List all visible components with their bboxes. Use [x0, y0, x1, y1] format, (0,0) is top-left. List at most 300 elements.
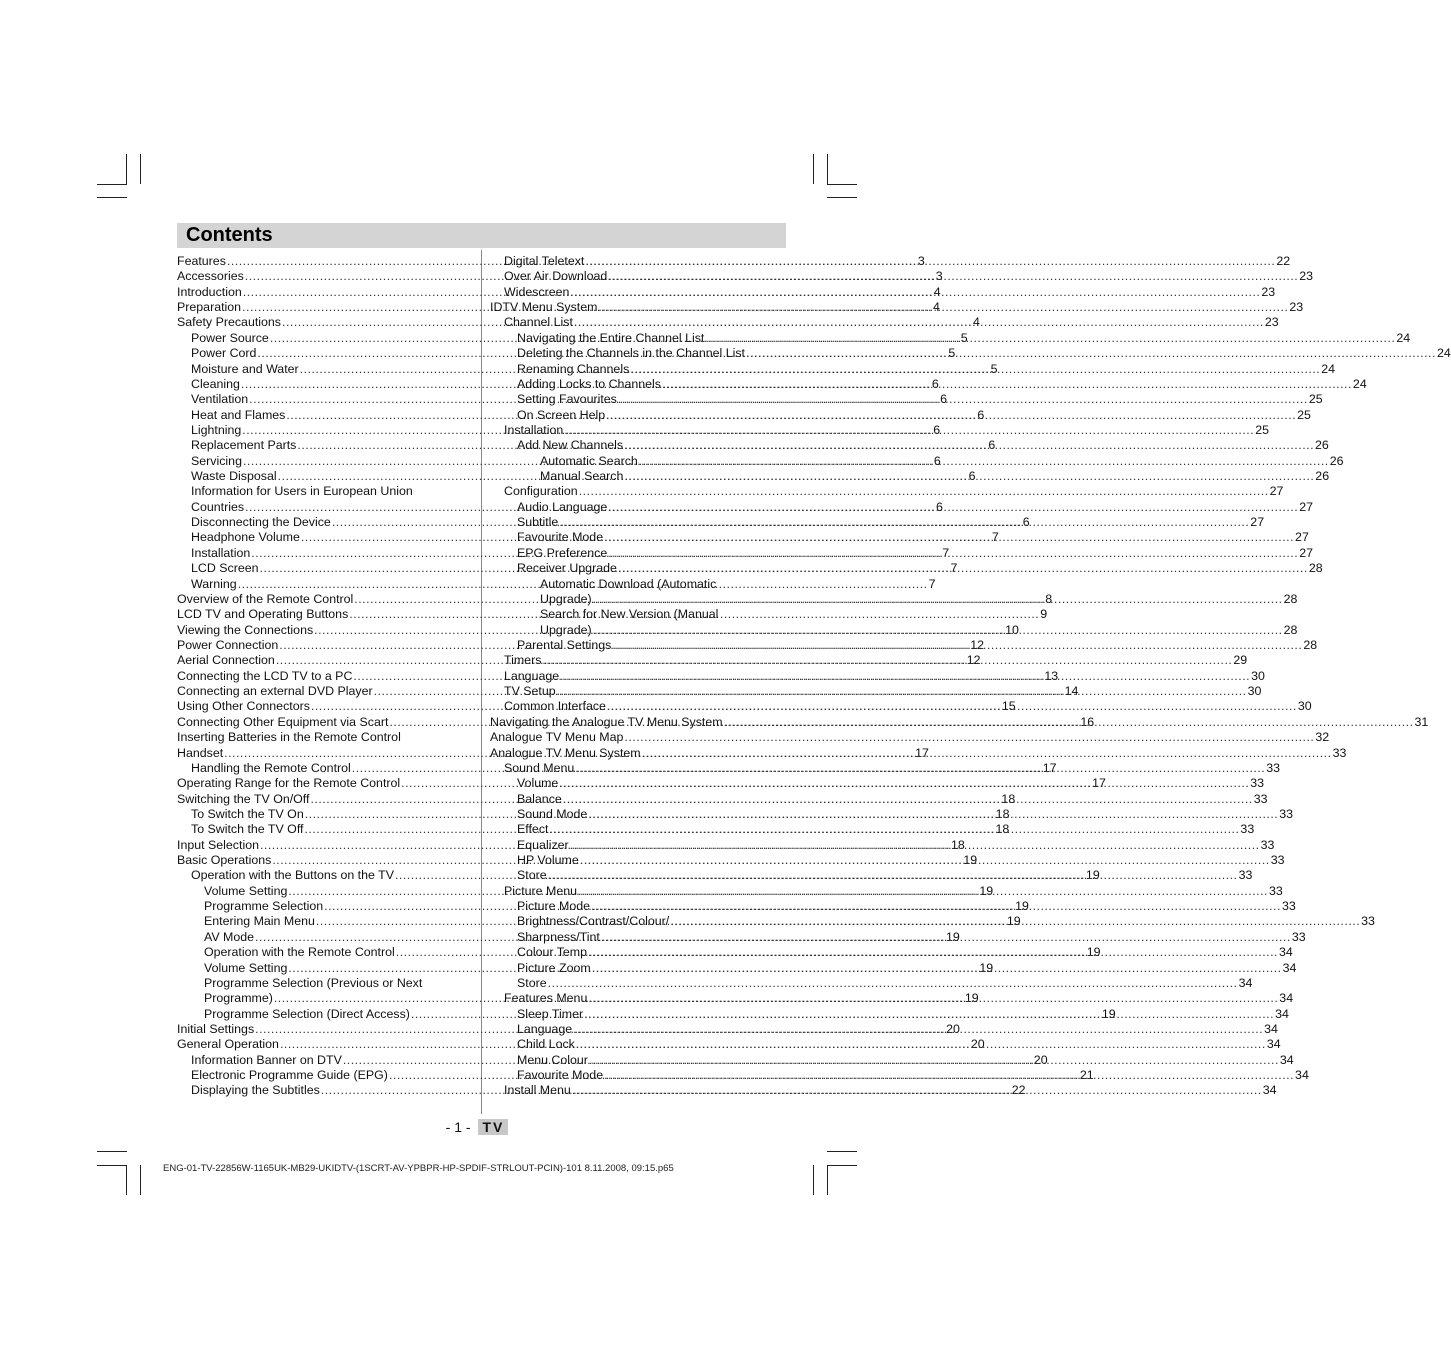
toc-entry-page: 6 — [1022, 515, 1030, 530]
toc-entry[interactable] — [490, 730, 1330, 745]
toc-entry-page: 24 — [1321, 361, 1336, 376]
toc-entry-title: Input Selection — [177, 837, 259, 852]
toc-entry-title: Connecting the LCD TV to a PC — [177, 668, 353, 683]
toc-entry-title: Over Air Download — [504, 269, 608, 284]
dot-leader — [670, 914, 1360, 929]
toc-entry-title: Parental Settings — [517, 637, 612, 652]
toc-entry-page: 3 — [917, 254, 925, 268]
toc-entry-title: Language — [504, 668, 560, 683]
dot-leader — [624, 469, 1314, 484]
toc-entry-title: HP Volume — [517, 853, 579, 868]
toc-entry[interactable] — [490, 515, 1265, 530]
toc-entry[interactable] — [490, 300, 1304, 315]
dot-leader — [607, 699, 1297, 714]
toc-entry[interactable] — [490, 545, 1313, 561]
crop-mark — [827, 197, 857, 198]
dot-leader — [576, 1037, 1266, 1052]
toc-entry-title: Ventilation — [191, 392, 249, 407]
toc-entry-title: Programme) — [204, 991, 273, 1006]
toc-entry-page: 30 — [1251, 668, 1265, 683]
toc-entry-title: Waste Disposal — [191, 469, 277, 484]
toc-entry-title: Renaming Channels — [517, 361, 630, 376]
toc-entry-page: 33 — [1238, 868, 1253, 883]
toc-entry-title: Viewing the Connections — [177, 622, 314, 637]
toc-entry-page: 24 — [1396, 330, 1411, 345]
toc-entry-page: 6 — [968, 469, 976, 484]
crop-mark — [126, 1165, 127, 1195]
dot-leader — [624, 730, 1314, 745]
toc-entry-page: 34 — [1295, 1068, 1309, 1083]
toc-entry-page: 4 — [933, 300, 940, 315]
toc-entry-title: Receiver Upgrade — [517, 561, 617, 576]
file-info: ENG-01-TV-22856W-1165UK-MB29-UKIDTV-(1SCRT-AV-YPBPR-HP-SPDIF-STRLOUT-PCIN)-101 8.11.2008, 09:15.p65 — [163, 1163, 674, 1174]
dot-leader — [570, 838, 1260, 853]
toc-entry-page: 19 — [1101, 1006, 1116, 1021]
crop-mark — [813, 154, 814, 184]
toc-entry-title: Using Other Connectors — [177, 699, 310, 714]
toc-entry-title: Widescreen — [504, 284, 570, 299]
toc-entry-title: Favourite Mode — [517, 530, 604, 545]
toc-entry-title: Automatic Download (Automatic — [540, 576, 717, 591]
toc-entry-page: 33 — [1240, 822, 1255, 837]
toc-entry-page: 34 — [1279, 1052, 1294, 1067]
toc-entry[interactable] — [490, 315, 1279, 330]
toc-entry-title: Store — [517, 868, 547, 883]
toc-entry-title: Introduction — [177, 284, 242, 299]
toc-entry-title: To Switch the TV On — [191, 806, 304, 821]
toc-entry[interactable] — [490, 346, 1451, 361]
dot-leader — [542, 653, 1232, 668]
toc-entry-page: 19 — [1086, 945, 1101, 960]
toc-entry-title: Child Lock — [517, 1037, 575, 1052]
dot-leader — [604, 1068, 1294, 1083]
dot-leader — [606, 408, 1296, 423]
toc-entry-page: 33 — [1279, 806, 1294, 821]
toc-entry-page: 33 — [1260, 837, 1275, 852]
toc-entry[interactable] — [490, 530, 1309, 545]
toc-entry-title: Operation with the Buttons on the TV — [191, 868, 394, 883]
dot-leader — [557, 684, 1247, 699]
toc-entry-page: 17 — [1042, 760, 1057, 775]
crop-mark — [813, 1165, 814, 1195]
toc-entry-page: 33 — [1291, 929, 1306, 944]
toc-entry-title: Operating Range for the Remote Control — [177, 776, 401, 791]
dot-leader — [572, 1083, 1262, 1098]
dot-leader — [618, 561, 1308, 576]
toc-entry-page: 19 — [946, 929, 960, 944]
contents-title-bar — [177, 223, 786, 248]
toc-entry-title: Power Cord — [191, 346, 257, 361]
toc-entry-title: Colour Temp — [517, 945, 588, 960]
toc-entry-page: 28 — [1283, 622, 1298, 637]
dot-leader — [591, 899, 1281, 914]
toc-entry[interactable] — [490, 361, 1336, 377]
toc-entry-title: Upgrade) — [540, 591, 592, 606]
toc-entry-title: TV Setup — [504, 684, 556, 699]
toc-entry-page: 33 — [1361, 914, 1375, 929]
dot-leader — [705, 331, 1395, 346]
toc-entry-page: 28 — [1308, 561, 1323, 576]
dot-leader — [604, 530, 1294, 545]
toc-entry-page: 20 — [946, 1021, 960, 1036]
toc-entry[interactable] — [490, 407, 1311, 423]
toc-entry-page: 18 — [950, 837, 965, 852]
toc-entry-page: 6 — [935, 499, 943, 514]
toc-entry-title: Analogue TV Menu System — [490, 745, 641, 760]
dot-leader — [560, 669, 1250, 684]
toc-entry-page: 18 — [995, 822, 1010, 837]
toc-entry-title: Programme Selection (Previous or Next — [204, 975, 423, 990]
dot-leader — [608, 269, 1298, 284]
dot-leader — [662, 377, 1352, 392]
toc-entry-page: 7 — [950, 561, 958, 576]
toc-entry-title: Menu Colour — [517, 1052, 588, 1067]
toc-entry-page: 33 — [1332, 745, 1347, 760]
toc-entry[interactable] — [490, 469, 1330, 484]
dot-leader — [563, 792, 1253, 807]
toc-entry-title: Volume — [517, 776, 559, 791]
toc-entry-title: Features — [177, 254, 226, 268]
crop-mark — [827, 184, 857, 185]
toc-entry-title: Equalizer — [517, 837, 569, 852]
toc-entry-title: Configuration — [504, 484, 578, 499]
toc-entry-title: Overview of the Remote Control — [177, 591, 354, 606]
toc-entry-page: 12 — [966, 653, 981, 668]
toc-entry-title: Store — [517, 975, 547, 990]
toc-entry-page: 32 — [1315, 730, 1330, 745]
dot-leader — [588, 807, 1278, 822]
dot-leader — [608, 500, 1298, 515]
toc-entry-page: 7 — [928, 576, 936, 591]
toc-entry-page: 19 — [979, 883, 994, 898]
toc-entry-page: 8 — [1045, 591, 1053, 606]
toc-entry-title: Add New Channels — [517, 438, 624, 453]
toc-entry-page: 3 — [935, 269, 943, 284]
toc-entry-title: Displaying the Subtitles — [191, 1083, 320, 1098]
toc-entry-title: Electronic Programme Guide (EPG) — [191, 1068, 388, 1083]
toc-entry-page: 13 — [1044, 668, 1059, 683]
dot-leader — [598, 300, 1288, 315]
toc-entry-title: Volume Setting — [204, 960, 288, 975]
crop-mark — [97, 1151, 127, 1152]
toc-entry-title: Moisture and Water — [191, 361, 299, 376]
dot-leader — [618, 392, 1308, 407]
toc-entry-title: Sharpness/Tint — [517, 929, 600, 944]
toc-entry[interactable] — [177, 976, 472, 991]
toc-entry-page: 23 — [1299, 269, 1314, 284]
toc-entry-page: 29 — [1233, 653, 1248, 668]
toc-entry-page: 7 — [991, 530, 999, 545]
dot-leader — [570, 285, 1260, 300]
toc-entry-page: 24 — [1436, 346, 1451, 361]
dot-leader — [579, 484, 1269, 499]
toc-entry-title: Analogue TV Menu Map — [490, 730, 624, 745]
toc-entry-page: 6 — [933, 422, 941, 437]
toc-entry-page: 26 — [1315, 438, 1329, 453]
toc-entry-page: 18 — [1001, 791, 1016, 806]
toc-entry-page: 27 — [1299, 545, 1313, 560]
toc-entry-title: Picture Mode — [517, 899, 591, 914]
toc-entry[interactable] — [490, 254, 1291, 269]
toc-entry-page: 27 — [1299, 499, 1314, 514]
toc-entry-title: Deleting the Channels in the Channel List — [517, 346, 745, 361]
toc-entry-title: Language — [517, 1021, 573, 1036]
page-number: - 1 - — [445, 1119, 471, 1135]
toc-entry-page: 12 — [970, 637, 984, 652]
toc-entry-title: Servicing — [191, 453, 242, 468]
crop-mark — [97, 1165, 127, 1166]
toc-entry-title: Programme Selection — [204, 899, 324, 914]
toc-entry-title: Operation with the Remote Control — [204, 945, 395, 960]
toc-entry[interactable] — [490, 422, 1269, 438]
toc-entry-title: Switching the TV On/Off — [177, 791, 310, 806]
toc-entry-page: 9 — [1040, 607, 1048, 622]
toc-entry-page: 27 — [1250, 515, 1265, 530]
toc-entry-title: Subtitle — [517, 515, 559, 530]
toc-entry[interactable] — [490, 438, 1329, 453]
toc-entry-page: 6 — [977, 407, 985, 422]
toc-entry-title: Setting Favourites — [517, 392, 617, 407]
crop-mark — [827, 1165, 857, 1166]
toc-entry-title: To Switch the TV Off — [191, 822, 304, 837]
toc-entry-title: Headphone Volume — [191, 530, 300, 545]
toc-entry[interactable] — [490, 284, 1276, 300]
crop-mark — [827, 154, 828, 184]
toc-entry[interactable] — [490, 975, 1253, 991]
dot-leader — [548, 976, 1238, 991]
toc-entry-title: Adding Locks to Channels — [517, 376, 661, 391]
toc-entry-page: 22 — [1011, 1083, 1026, 1098]
dot-leader — [584, 1007, 1274, 1022]
toc-entry-title: AV Mode — [204, 929, 255, 944]
toc-entry-page: 24 — [1352, 376, 1367, 391]
toc-entry-page: 19 — [964, 991, 979, 1006]
toc-entry-title: Replacement Parts — [191, 438, 297, 453]
toc-entry-title: IDTV Menu System — [490, 300, 598, 315]
toc-entry-title: Basic Operations — [177, 853, 272, 868]
toc-entry-page: 33 — [1281, 899, 1296, 914]
toc-entry-title: Picture Menu — [504, 883, 578, 898]
toc-entry[interactable] — [177, 484, 472, 499]
toc-entry-title: LCD Screen — [191, 561, 259, 576]
toc-entry-title: Install Menu — [504, 1083, 571, 1098]
toc-entry[interactable] — [490, 484, 1284, 499]
dot-leader — [624, 438, 1314, 453]
toc-entry-title: Countries — [191, 499, 245, 514]
toc-entry-page: 5 — [948, 346, 956, 361]
toc-entry-title: LCD TV and Operating Buttons — [177, 607, 349, 622]
toc-entry-title: Connecting an external DVD Player — [177, 684, 373, 699]
toc-entry[interactable] — [490, 392, 1323, 407]
toc-entry-page: 33 — [1268, 883, 1283, 898]
toc-entry-page: 6 — [988, 438, 996, 453]
toc-entry-page: 17 — [915, 745, 929, 760]
dot-leader — [574, 315, 1264, 330]
dot-leader — [589, 1053, 1279, 1068]
dot-leader — [575, 761, 1265, 776]
toc-entry-page: 33 — [1250, 776, 1265, 791]
toc-entry-page: 20 — [1033, 1052, 1048, 1067]
toc-entry-page: 28 — [1283, 591, 1298, 606]
toc-entry-title: Navigating the Entire Channel List — [517, 330, 705, 345]
toc-entry-page: 4 — [933, 284, 941, 299]
toc-entry-title: Brightness/Contrast/Colour/ — [517, 914, 670, 929]
toc-entry-page: 4 — [972, 315, 980, 330]
toc-entry-page: 21 — [1079, 1068, 1094, 1083]
toc-entry[interactable] — [490, 591, 1298, 607]
toc-entry-title: Installation — [191, 545, 251, 560]
dot-leader — [580, 853, 1270, 868]
toc-entry-title: On Screen Help — [517, 407, 606, 422]
toc-entry-page: 25 — [1308, 392, 1323, 407]
toc-entry-page: 22 — [1276, 254, 1291, 268]
toc-entry[interactable] — [490, 607, 785, 622]
toc-entry-title: Manual Search — [540, 469, 624, 484]
dot-leader — [564, 423, 1254, 438]
toc-entry-title: Favourite Mode — [517, 1068, 604, 1083]
toc-entry-page: 23 — [1261, 284, 1276, 299]
toc-entry-title: Installation — [504, 422, 564, 437]
toc-entry-page: 14 — [1064, 684, 1079, 699]
dot-leader — [573, 1022, 1263, 1037]
toc-entry-title: EPG Preference — [517, 545, 608, 560]
toc-entry-title: Sleep Timer — [517, 1006, 584, 1021]
toc-entry-title: Upgrade) — [540, 622, 592, 637]
toc-entry-page: 30 — [1247, 684, 1262, 699]
toc-entry-title: Handling the Remote Control — [191, 760, 351, 775]
toc-entry-page: 16 — [1080, 714, 1095, 729]
toc-entry-page: 18 — [995, 806, 1010, 821]
toc-entry-title: Common Interface — [504, 699, 606, 714]
toc-entry-title: Power Source — [191, 330, 269, 345]
toc-entry-title: Search for New Version (Manual — [540, 607, 719, 622]
toc-entry[interactable] — [177, 730, 472, 745]
toc-entry-title: Lightning — [191, 422, 242, 437]
dot-leader — [593, 592, 1283, 607]
toc-entry-title: Information Banner on DTV — [191, 1052, 342, 1067]
toc-entry[interactable] — [490, 330, 1411, 346]
toc-entry-page: 20 — [970, 1037, 985, 1052]
toc-entry-title: Digital Teletext — [504, 254, 585, 268]
dot-leader — [593, 623, 1283, 638]
toc-entry-page: 19 — [1015, 899, 1029, 914]
crop-mark — [140, 154, 141, 184]
toc-entry-page: 26 — [1329, 453, 1344, 468]
crop-mark — [97, 197, 127, 198]
dot-leader — [612, 638, 1302, 653]
dot-leader — [746, 346, 1436, 361]
toc-entry-title: Disconnecting the Device — [191, 515, 331, 530]
toc-entry-page: 6 — [931, 376, 939, 391]
toc-entry[interactable] — [490, 577, 785, 592]
crop-mark — [140, 1165, 141, 1195]
dot-leader — [588, 991, 1278, 1006]
toc-entry-page: 10 — [1005, 622, 1019, 637]
dot-leader — [608, 546, 1298, 561]
toc-entry-page: 23 — [1264, 315, 1279, 330]
dot-leader — [724, 715, 1414, 730]
toc-entry-page: 34 — [1275, 1006, 1289, 1021]
toc-entry-title: Effect — [517, 822, 549, 837]
dot-leader — [578, 884, 1268, 899]
toc-entry[interactable] — [490, 269, 1314, 284]
toc-entry-page: 34 — [1238, 975, 1253, 990]
toc-entry-page: 5 — [960, 330, 968, 345]
toc-entry-page: 19 — [963, 853, 978, 868]
toc-entry-title: Preparation — [177, 300, 242, 315]
dot-leader — [548, 868, 1238, 883]
dot-leader — [549, 822, 1239, 837]
toc-entry-title: Information for Users in European Union — [191, 484, 413, 499]
section-badge: TV — [478, 1119, 508, 1135]
toc-entry-title: Warning — [191, 576, 237, 591]
dot-leader — [559, 515, 1249, 530]
toc-entry[interactable] — [490, 453, 1344, 469]
toc-entry[interactable] — [490, 499, 1314, 515]
toc-entry-page: 34 — [1279, 991, 1294, 1006]
toc-entry-title: Audio Language — [517, 499, 608, 514]
dot-leader — [592, 961, 1282, 976]
toc-entry-page: 33 — [1253, 791, 1268, 806]
crop-mark — [97, 184, 127, 185]
crop-mark — [827, 1151, 857, 1152]
toc-entry-page: 15 — [1001, 699, 1016, 714]
toc-entry-page: 31 — [1414, 714, 1429, 729]
toc-entry-page: 17 — [1092, 776, 1106, 791]
toc-entry-title: Initial Settings — [177, 1021, 255, 1036]
toc-entry-title: Navigating the Analogue TV Menu System — [490, 714, 723, 729]
toc-entry-page: 33 — [1266, 760, 1281, 775]
toc-entry[interactable] — [490, 376, 1367, 392]
toc-entry-page: 34 — [1282, 960, 1297, 975]
crop-mark — [827, 1165, 828, 1195]
toc-entry-page: 25 — [1255, 422, 1269, 437]
toc-entry-title: Balance — [517, 791, 562, 806]
toc-entry-title: Features Menu — [504, 991, 588, 1006]
toc-entry-page: 34 — [1266, 1037, 1281, 1052]
toc-entry-page: 6 — [940, 392, 948, 407]
toc-entry-title: Aerial Connection — [177, 653, 275, 668]
toc-entry-title: Channel List — [504, 315, 573, 330]
toc-entry-title: Safety Precautions — [177, 315, 282, 330]
crop-mark — [126, 154, 127, 184]
dot-leader — [630, 362, 1320, 377]
page-title: Contents — [186, 224, 273, 246]
toc-entry-title: Power Connection — [177, 637, 279, 652]
toc-entry-page: 5 — [990, 361, 998, 376]
toc-entry-title: Sound Menu — [504, 760, 575, 775]
toc-entry-title: Cleaning — [191, 376, 240, 391]
toc-entry-page: 19 — [1006, 914, 1021, 929]
dot-leader — [559, 776, 1249, 791]
toc-entry-title: Sound Mode — [517, 806, 588, 821]
toc-entry-title: Connecting Other Equipment via Scart — [177, 714, 389, 729]
dot-leader — [642, 746, 1332, 761]
toc-entry[interactable] — [490, 561, 1323, 576]
toc-entry-page: 19 — [979, 960, 994, 975]
toc-entry-page: 27 — [1295, 530, 1309, 545]
toc-entry-title: Inserting Batteries in the Remote Control — [177, 730, 401, 745]
toc-entry-page: 28 — [1303, 637, 1318, 652]
toc-entry-title: Timers — [504, 653, 542, 668]
toc-entry-page: 33 — [1270, 853, 1285, 868]
toc-entry-title: Heat and Flames — [191, 407, 286, 422]
dot-leader — [601, 930, 1291, 945]
toc-entry-page: 26 — [1315, 469, 1330, 484]
toc-entry-page: 30 — [1297, 699, 1312, 714]
toc-entry-page: 19 — [1085, 868, 1100, 883]
toc-entry-page: 25 — [1297, 407, 1311, 422]
